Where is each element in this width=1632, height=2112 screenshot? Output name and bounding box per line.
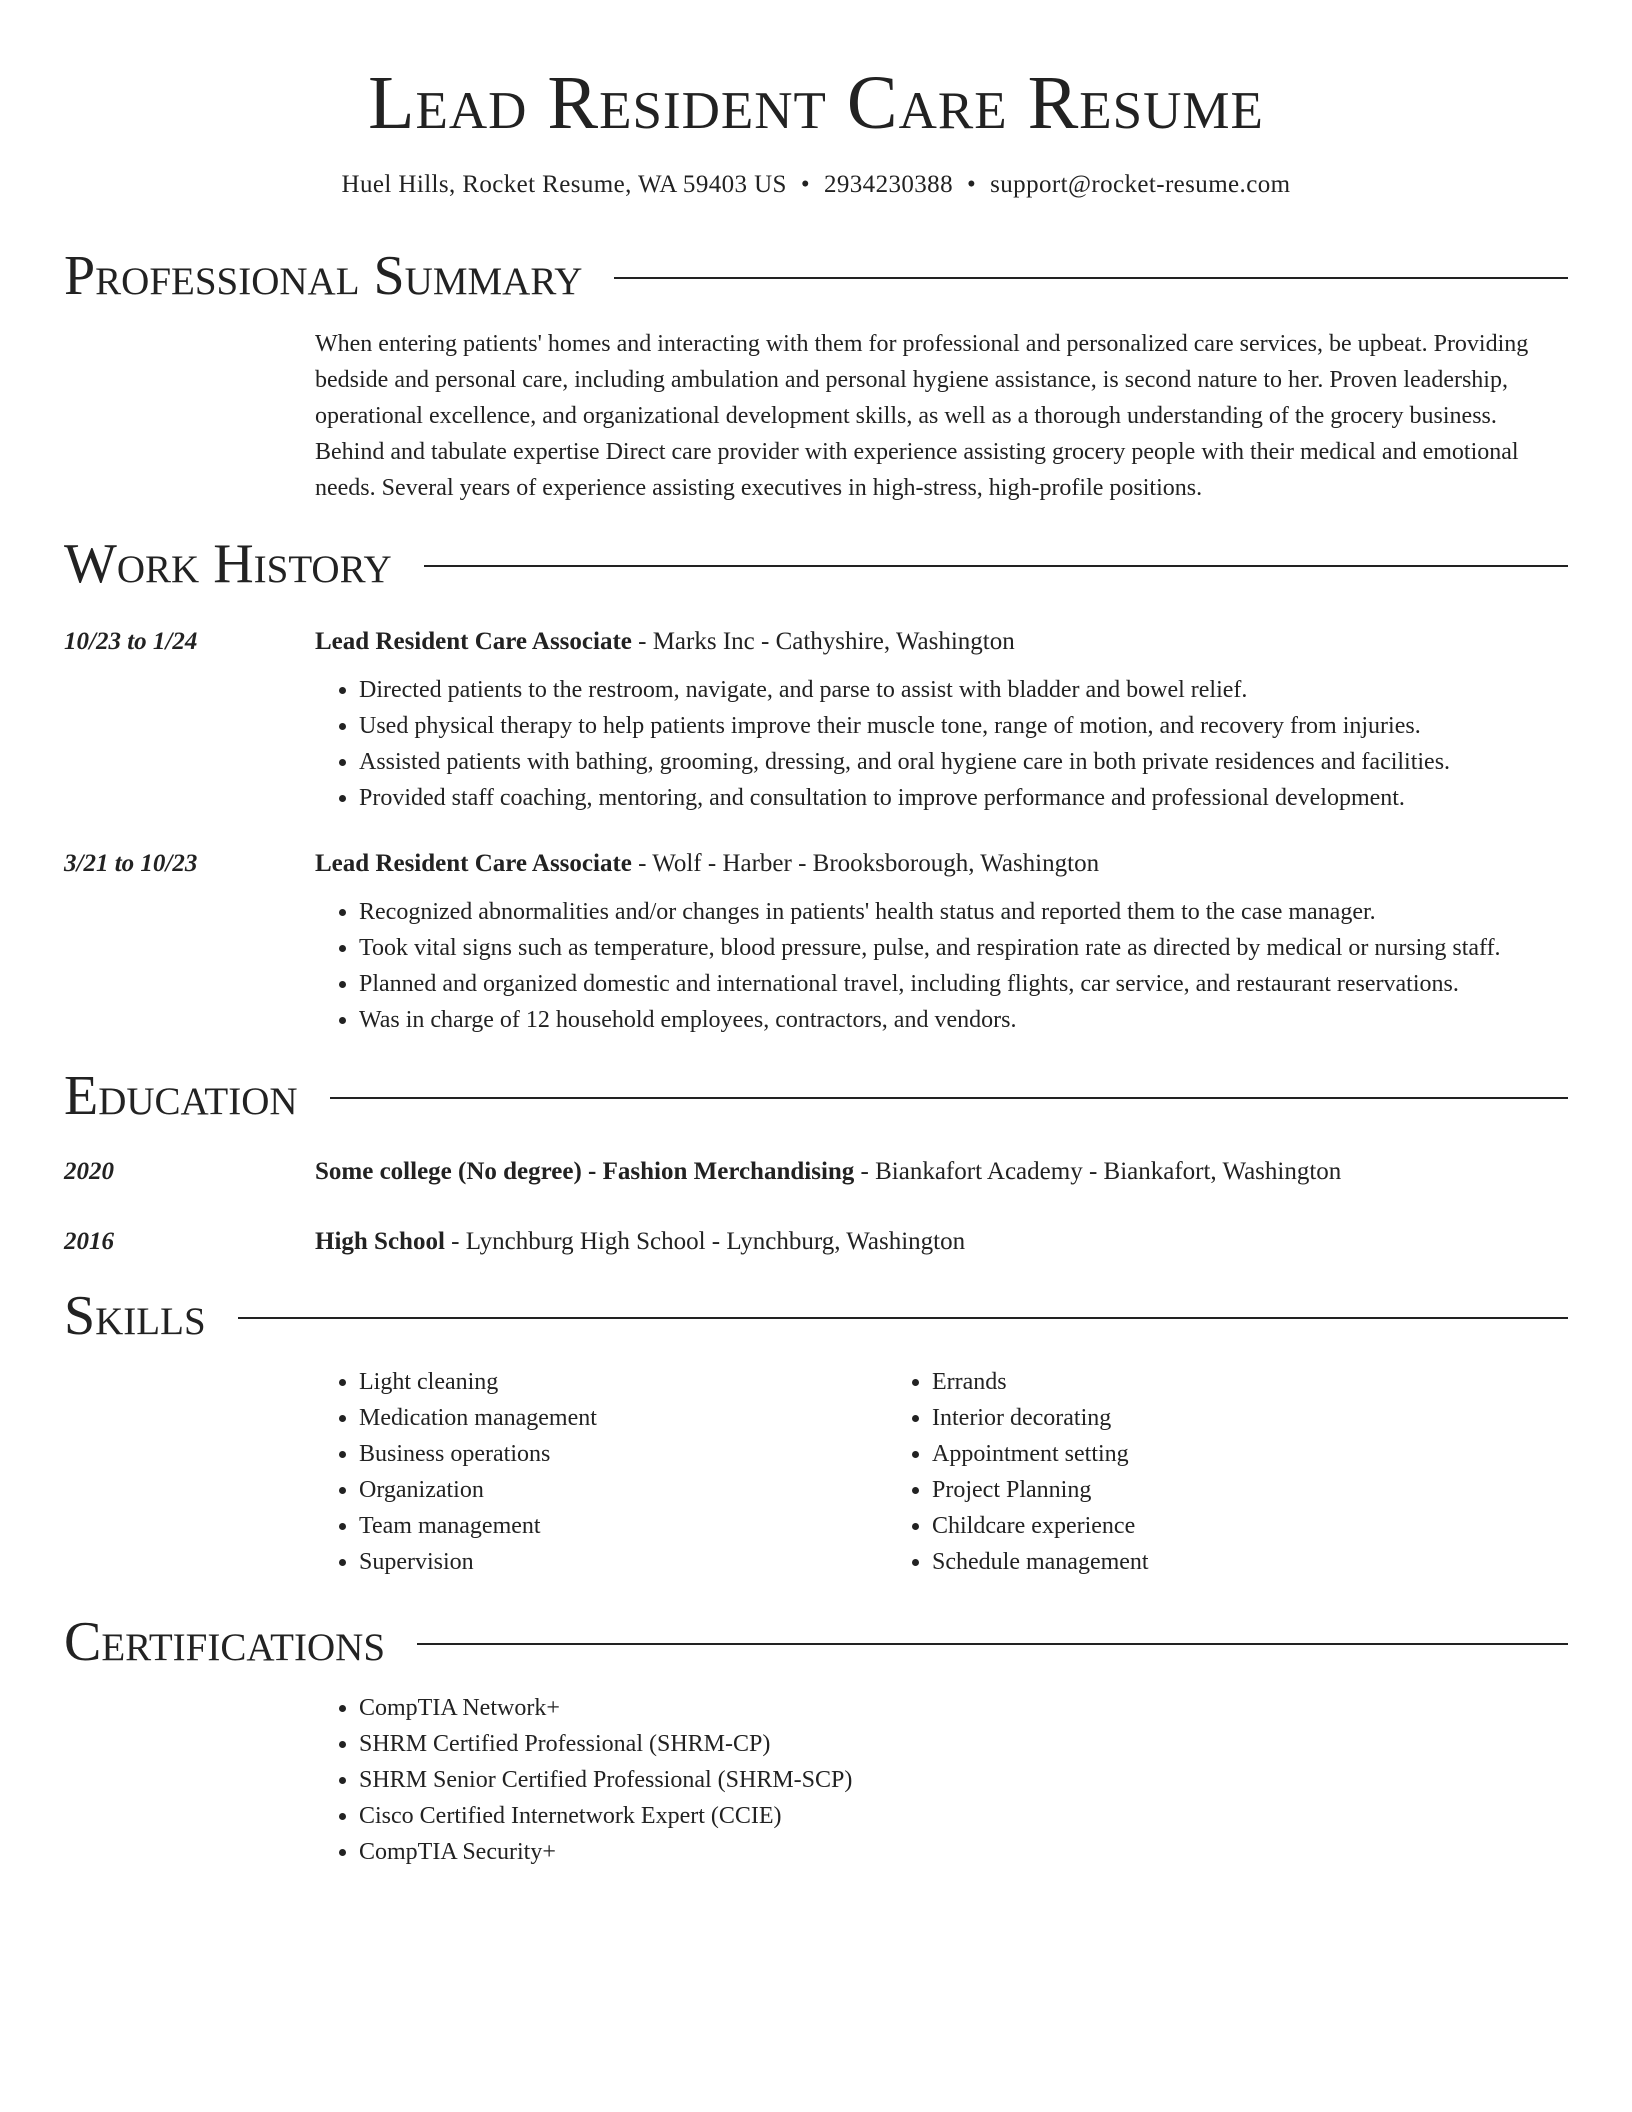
education-entry (64, 1224, 1568, 1260)
certification-item: • Cisco Certified Internetwork Expert (CCIE) (359, 1798, 1568, 1834)
skill-item: • Light cleaning (359, 1364, 888, 1400)
job-duty: • Took vital signs such as temperature, blood pressure, pulse, and respiration rate as directed by medical or nursing staff. (359, 930, 1568, 966)
job-heading (315, 846, 1568, 882)
contact-address: Huel Hills, Rocket Resume, WA 59403 US (341, 171, 787, 198)
skill-item: • Organization (359, 1472, 888, 1508)
job-heading (315, 624, 1568, 660)
job-dates: 10/23 to 1/24 (64, 628, 198, 655)
summary-section-header (64, 244, 1568, 308)
certification-item: • SHRM Senior Certified Professional (SHRM-SCP) (359, 1762, 1568, 1798)
job-duties-list (315, 894, 1568, 1038)
job-dates: 3/21 to 10/23 (64, 850, 198, 877)
section-title-skills: Skills (64, 1285, 206, 1347)
skill-item: • Business operations (359, 1436, 888, 1472)
skills-grid (315, 1364, 1568, 1580)
certifications-block (64, 1674, 1568, 1870)
job-duty: • Recognized abnormalities and/or changes in patients' health status and reported them to the case manager. (359, 894, 1568, 930)
section-divider (238, 1317, 1568, 1319)
skills-list-right (888, 1364, 1461, 1580)
job-entry (64, 846, 1568, 1038)
resume-title: Lead Resident Care Resume (368, 61, 1264, 145)
job-duty: • Planned and organized domestic and international travel, including flights, car service, and restaurant reservations. (359, 966, 1568, 1002)
section-title-summary: Professional Summary (64, 245, 583, 307)
skills-section-header (64, 1284, 1568, 1348)
education-degree: High School (315, 1228, 445, 1255)
education-degree: Some college (No degree) - Fashion Merchandising (315, 1158, 855, 1185)
resume-header (64, 0, 1568, 202)
skill-item: • Team management (359, 1508, 888, 1544)
skills-block (64, 1348, 1568, 1580)
job-duty: • Provided staff coaching, mentoring, and consultation to improve performance and professional development. (359, 780, 1568, 816)
skill-item: • Medication management (359, 1400, 888, 1436)
contact-email: support@rocket-resume.com (990, 171, 1291, 198)
certifications-list (315, 1690, 1568, 1870)
job-position: Lead Resident Care Associate (315, 850, 632, 877)
summary-text: When entering patients' homes and interacting with them for professional and personalized care services, be upbeat. Providing bedside and personal care, including ambulation and personal hygiene assistance, is second nature to her. Proven leadership, operational excellence, and organizational development skills, as well as a thorough understanding of the grocery business. Behind and tabulate expertise Direct care provider with experience assisting grocery people with their medical and emotional needs. Several years of experience assisting executives in high-stress, high-profile positions. (315, 331, 1529, 501)
skill-item: • Project Planning (932, 1472, 1461, 1508)
skill-item: • Errands (932, 1364, 1461, 1400)
skill-item: • Supervision (359, 1544, 888, 1580)
contact-separator: • (800, 171, 810, 198)
summary-block (64, 326, 1568, 506)
certifications-section-header (64, 1610, 1568, 1674)
skill-item: • Appointment setting (932, 1436, 1461, 1472)
job-employer-location: - Wolf - Harber - Brooksborough, Washington (631, 850, 1100, 877)
skill-item: • Childcare experience (932, 1508, 1461, 1544)
section-divider (614, 277, 1568, 279)
education-entry (64, 1154, 1568, 1190)
job-position: Lead Resident Care Associate (315, 628, 632, 655)
section-divider (330, 1097, 1568, 1099)
section-title-education: Education (64, 1065, 298, 1127)
education-school-location: - Lynchburg High School - Lynchburg, Washington (444, 1228, 966, 1255)
contact-separator: • (966, 171, 977, 198)
work-history-section-header (64, 532, 1568, 596)
certification-item: • CompTIA Security+ (359, 1834, 1568, 1870)
job-duty: • Was in charge of 12 household employees, contractors, and vendors. (359, 1002, 1568, 1038)
skills-list-left (315, 1364, 888, 1580)
section-title-certifications: Certifications (64, 1611, 386, 1673)
skill-item: • Interior decorating (932, 1400, 1461, 1436)
education-year: 2020 (64, 1158, 114, 1185)
education-year: 2016 (64, 1228, 114, 1255)
job-duty: • Assisted patients with bathing, grooming, dressing, and oral hygiene care in both private residences and facilities. (359, 744, 1568, 780)
job-duties-list (315, 672, 1568, 816)
section-divider (417, 1643, 1568, 1645)
certification-item: • CompTIA Network+ (359, 1690, 1568, 1726)
section-title-work-history: Work History (64, 533, 392, 595)
certification-item: • SHRM Certified Professional (SHRM-CP) (359, 1726, 1568, 1762)
education-section-header (64, 1064, 1568, 1128)
job-duty: • Directed patients to the restroom, navigate, and parse to assist with bladder and bowel relief. (359, 672, 1568, 708)
contact-line (64, 168, 1568, 202)
job-duty: • Used physical therapy to help patients improve their muscle tone, range of motion, and recovery from injuries. (359, 708, 1568, 744)
job-entry (64, 624, 1568, 816)
education-school-location: - Biankafort Academy - Biankafort, Washington (854, 1158, 1342, 1185)
job-employer-location: - Marks Inc - Cathyshire, Washington (631, 628, 1015, 655)
section-divider (424, 565, 1568, 567)
skill-item: • Schedule management (932, 1544, 1461, 1580)
contact-phone: 2934230388 (823, 171, 953, 198)
